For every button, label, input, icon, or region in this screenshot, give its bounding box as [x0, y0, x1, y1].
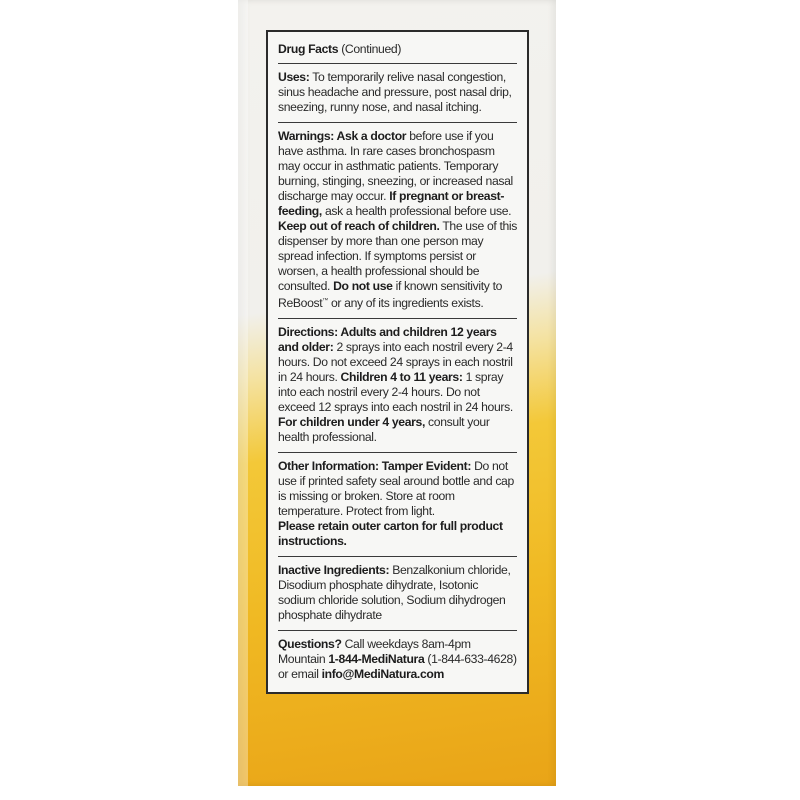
drug-facts-panel [266, 30, 529, 694]
uses-label: Uses: [278, 70, 310, 84]
questions-label: Questions? [278, 637, 342, 652]
trademark-mark: ™ [322, 298, 328, 304]
warnings-text: if known sensitivity to ReBoost [278, 279, 503, 311]
directions-text: 2 sprays into each nostril every 2-4 hours. Do not exceed 24 sprays in each nostril in 24 hours. [278, 340, 513, 385]
product-carton [238, 0, 556, 786]
warnings-text: or any of its ingredients exists. [327, 296, 484, 311]
questions-section [278, 631, 517, 689]
directions-section [278, 319, 517, 453]
carton-edge [238, 0, 248, 786]
warnings-label: Warnings: Ask a doctor [278, 129, 407, 143]
uses-text: To temporarily relive nasal congestion, sinus headache and pressure, post nasal drip, sneezing, runny nose, and nasal itching. [278, 70, 512, 114]
warnings-text: ask a health professional before use. [321, 204, 512, 218]
questions-text: Call weekdays 8am-4pm Mountain [278, 637, 471, 667]
contact-email: info@MediNatura.com [321, 667, 444, 682]
inactive-ingredients-section [278, 557, 517, 631]
drug-facts-title [278, 32, 517, 64]
other-information-section [278, 453, 517, 557]
title-continued: (Continued) [338, 42, 402, 56]
directions-text: 1 spray into each nostril every 2-4 hours. Do not exceed 12 sprays into each nostril in 24 hours. [278, 370, 513, 415]
other-info-label: Other Information: Tamper Evident: [278, 459, 472, 474]
warnings-section [278, 123, 517, 319]
retain-carton-note: Please retain outer carton for full product instructions. [278, 519, 503, 549]
warnings-children: Keep out of reach of children. [278, 219, 440, 233]
warnings-pregnant: If pregnant or breast-feeding, [278, 189, 505, 218]
phone-number: 1-844-MediNatura [328, 652, 425, 667]
directions-text: consult your health professional. [278, 415, 490, 445]
questions-text: (1-844-633-4628) or email [278, 652, 517, 682]
warnings-text: before use if you have asthma. In rare cases bronchospasm may occur in asthmatic patients. Temporary burning, stinging, sneezing, or increased nasal discharge may occur. [278, 129, 513, 203]
other-info-text: Do not use if printed safety seal around bottle and cap is missing or broken. Store at room temperature. Protect from light. [278, 459, 514, 519]
directions-label: Directions: Adults and children 12 years and older: [278, 325, 497, 355]
inactive-text: Benzalkonium chloride, Disodium phosphate dihydrate, Isotonic sodium chloride solution, Sodium dihydrogen phosphate dihydrate [278, 563, 511, 623]
directions-children: Children 4 to 11 years: [340, 370, 463, 385]
warnings-text: The use of this dispenser by more than one person may spread infection. If symptoms persist or worsen, a health professional should be consulted. [278, 219, 518, 293]
warnings-do-not-use: Do not use [333, 279, 393, 293]
directions-under-4: For children under 4 years, [278, 415, 426, 430]
inactive-label: Inactive Ingredients: [278, 563, 390, 578]
title-bold: Drug Facts [278, 42, 339, 56]
uses-section [278, 64, 517, 123]
